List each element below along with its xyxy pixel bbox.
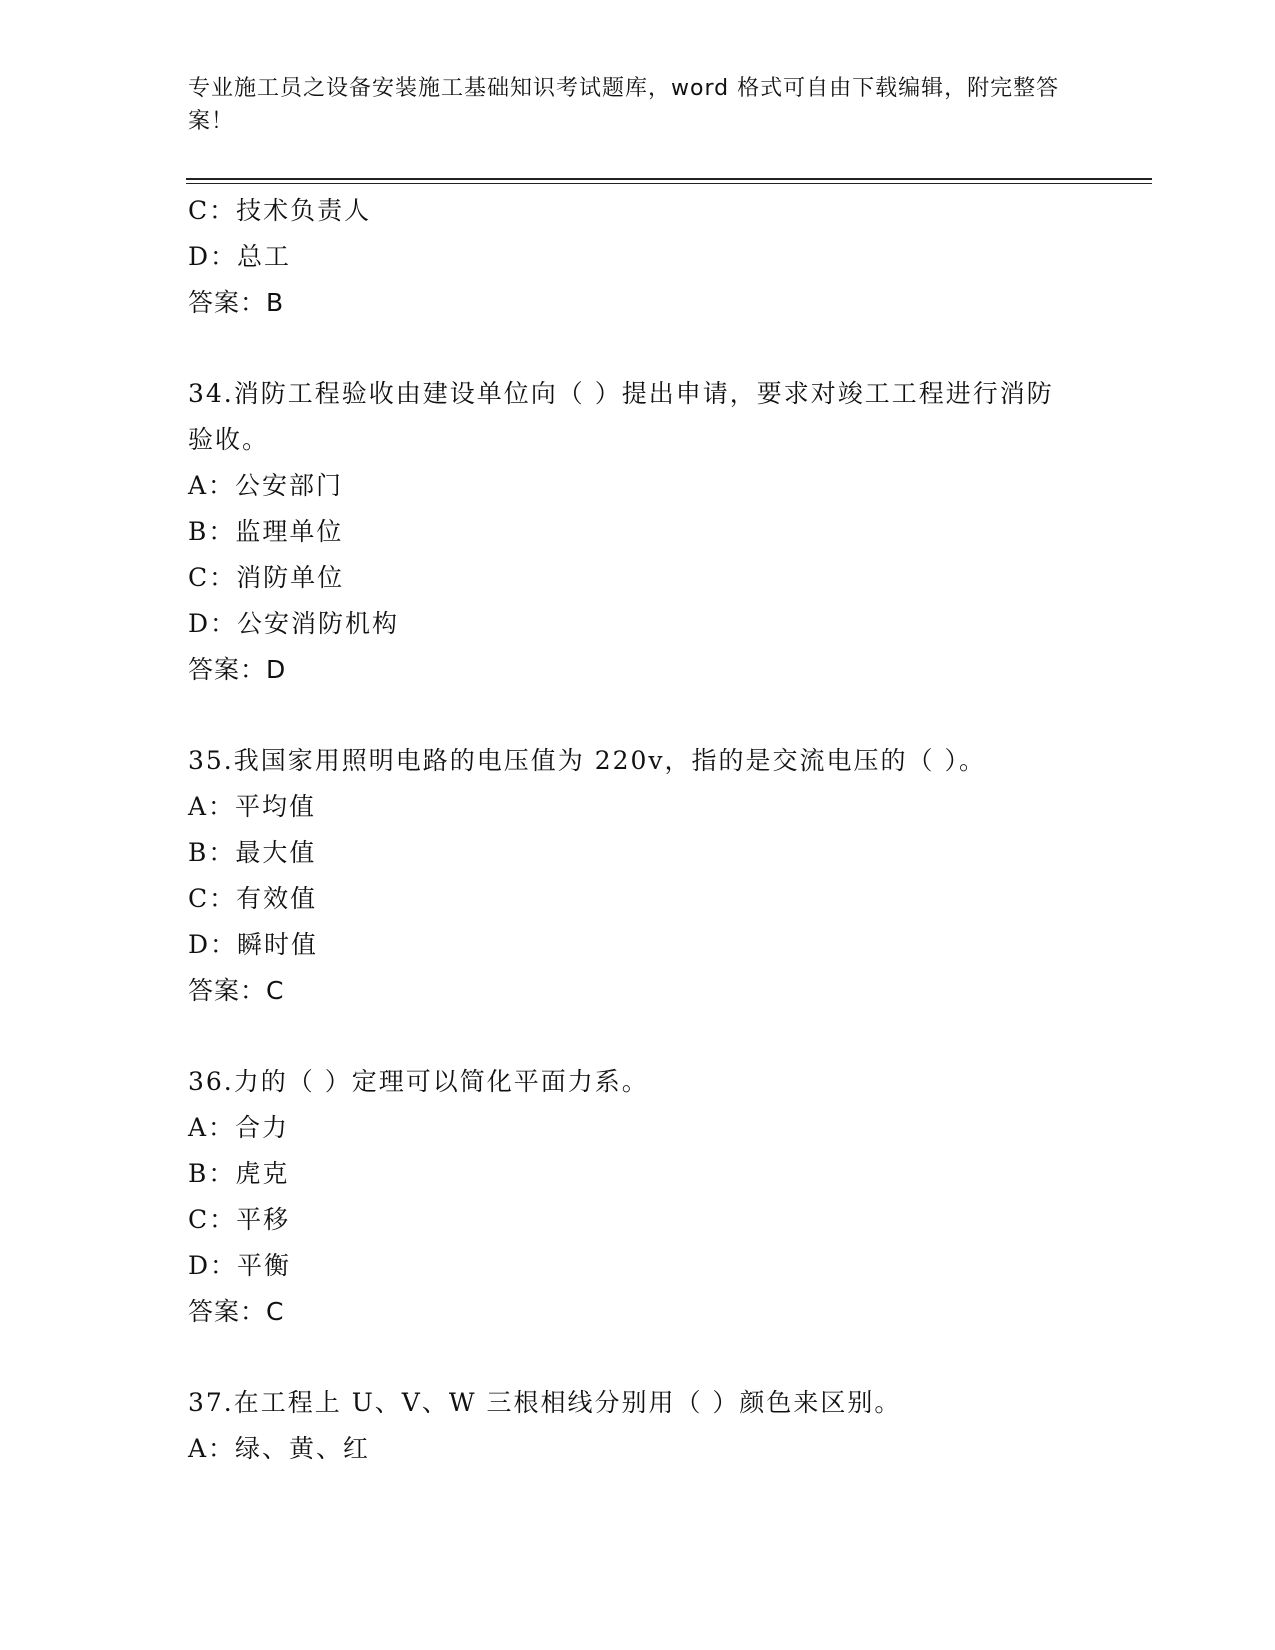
option-line: D：平衡 (188, 1251, 292, 1280)
spacer (188, 326, 1088, 371)
question-block (188, 1380, 1088, 1472)
question-stem: 34.消防工程验收由建设单位向（ ）提出申请，要求对竣工工程进行消防验收。 (188, 379, 1054, 454)
option-line: A：合力 (188, 1113, 290, 1142)
option-line: D：公安消防机构 (188, 609, 400, 638)
answer-line: 答案：C (188, 976, 285, 1005)
answer-line: 答案：B (188, 288, 285, 317)
header-rule (186, 178, 1152, 180)
carryover-block (188, 188, 1088, 326)
option-line: C：平移 (188, 1205, 291, 1234)
spacer (188, 1335, 1088, 1380)
question-content (188, 188, 1088, 1472)
option-line: B：监理单位 (188, 517, 344, 546)
question-stem: 36.力的（ ）定理可以简化平面力系。 (188, 1067, 649, 1096)
answer-line: 答案：C (188, 1297, 285, 1326)
answer-line: 答案：D (188, 655, 287, 684)
option-line: A：公安部门 (188, 471, 344, 500)
spacer (188, 693, 1088, 738)
question-block (188, 1059, 1088, 1335)
option-line: D：瞬时值 (188, 930, 319, 959)
spacer (188, 1014, 1088, 1059)
question-block (188, 371, 1088, 693)
option-line: A：平均值 (188, 792, 317, 821)
option-line: A：绿、黄、红 (188, 1434, 371, 1463)
question-block (188, 738, 1088, 1014)
option-line: C：消防单位 (188, 563, 345, 592)
option-line: C：技术负责人 (188, 196, 372, 225)
option-line: C：有效值 (188, 884, 318, 913)
question-stem: 35.我国家用照明电路的电压值为 220v，指的是交流电压的（ ）。 (188, 746, 986, 775)
option-line: D：总工 (188, 242, 292, 271)
option-line: B：虎克 (188, 1159, 290, 1188)
option-line: B：最大值 (188, 838, 317, 867)
header-rule-thin (186, 183, 1152, 184)
page-header: 专业施工员之设备安装施工基础知识考试题库，word 格式可自由下载编辑，附完整答案！ (188, 76, 1060, 134)
question-stem: 37.在工程上 U、V、W 三根相线分别用（ ）颜色来区别。 (188, 1388, 902, 1417)
